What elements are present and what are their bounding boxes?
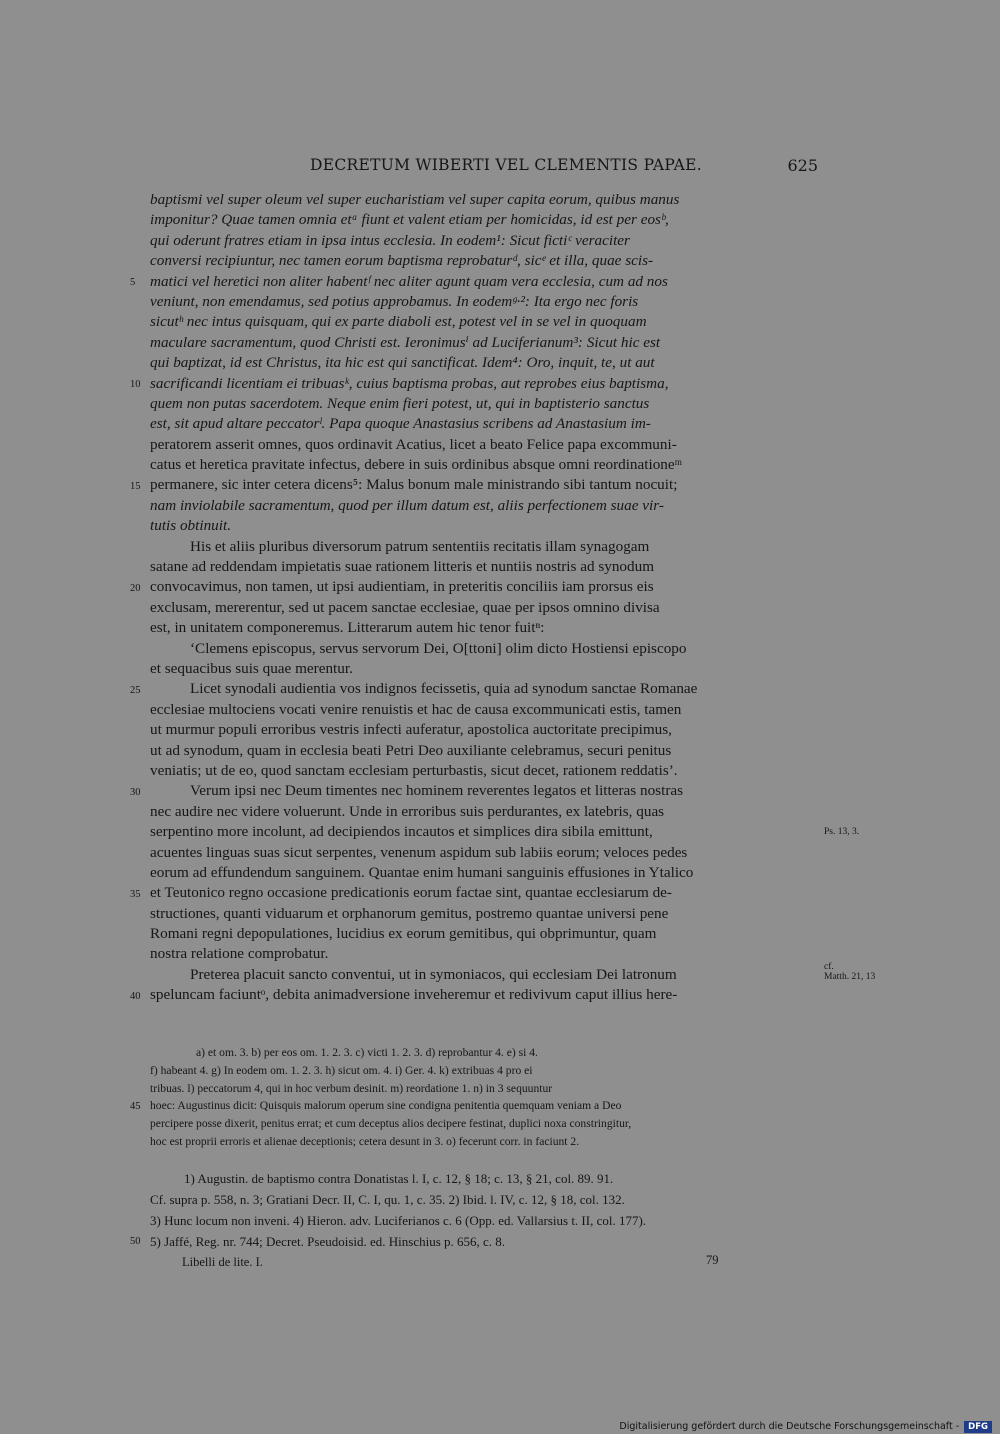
line-number: 15 [130, 480, 141, 492]
text-line: speluncam faciuntᵒ, debita animadversione inveheremur et redivivum caput illius here- [150, 986, 678, 1004]
text-line: eorum ad effundendum sanguinem. Quantae enim humani sanguinis effusiones in Ytalico [150, 863, 694, 881]
text-line: baptismi vel super oleum vel super eucharistiam vel super capita eorum, quibus manus [150, 191, 680, 208]
text-line: nostra relatione comprobatur. [150, 945, 329, 963]
text-line: et Teutonico regno occasione predicationis eorum factae sint, quantae ecclesiarum de- [150, 884, 672, 902]
apparatus-line: a) et om. 3. b) per eos om. 1. 2. 3. c) victi 1. 2. 3. d) reprobantur 4. e) si 4. [196, 1046, 538, 1059]
text-line: ut murmur populi erroribus vestris infecti auferatur, apostolica auctoritate precipimus, [150, 721, 672, 739]
line-number: 20 [130, 582, 141, 594]
text-line: et sequacibus suis quae merentur. [150, 659, 353, 677]
text-line: permanere, sic inter cetera dicens⁵: Malus bonum male ministrando sibi tantum nocuit; [150, 476, 678, 494]
margin-reference: cf. [824, 962, 834, 973]
line-number: 25 [130, 684, 141, 696]
footer-credit: Digitalisierung gefördert durch die Deutsche Forschungsgemeinschaft - [619, 1421, 960, 1432]
apparatus-line: tribuas. l) peccatorum 4, qui in hoc verbum desinit. m) reordatione 1. n) in 3 sequuntur [150, 1081, 553, 1095]
text-line: est, in unitatem componeremus. Litterarum autem hic tenor fuitⁿ: [150, 619, 545, 637]
margin-reference: Matth. 21, 13 [824, 972, 876, 983]
margin-reference: Ps. 13, 3. [824, 827, 860, 838]
text-line: maculare sacramentum, quod Christi est. Ieronimusⁱ ad Luciferianum³: Sicut hic est [150, 333, 661, 351]
source-notes [150, 1168, 818, 1252]
source-note-line: 3) Hunc locum non inveni. 4) Hieron. adv. Luciferianos c. 6 (Opp. ed. Vallarsius t. II, col. 177). [150, 1213, 647, 1228]
line-number: 10 [130, 378, 141, 390]
source-note-line: Cf. supra p. 558, n. 3; Gratiani Decr. II, C. I, qu. 1, c. 35. 2) Ibid. l. IV, c. 12, § 18, col. 132. [150, 1192, 625, 1207]
text-line: est, sit apud altare peccatorˡ. Papa quoque Anastasius scribens ad Anastasium im- [150, 415, 651, 433]
text-line: ‘Clemens episcopus, servus servorum Dei, O[ttoni] olim dicto Hostiensi episcopo [190, 639, 687, 657]
sheet-number: 79 [706, 1253, 719, 1267]
apparatus-line: hoc est proprii erroris et alienae deceptionis; cetera desunt in 3. o) fecerunt corr. in faciunt 2. [150, 1134, 580, 1148]
page-header [150, 156, 818, 180]
text-line: sicutʰ nec intus quisquam, qui ex parte diaboli est, potest vel in se vel in quoquam [150, 313, 647, 331]
text-line: ecclesiae multociens vocati venire renuistis et hac de causa excommunicati estis, tamen [150, 700, 682, 718]
text-line: catus et heretica pravitate infectus, debere in suis ordinibus absque omni reordinationeᵐ [150, 456, 683, 474]
text-line: Licet synodali audientia vos indignos fecissetis, quia ad synodum sanctae Romanae [190, 680, 698, 698]
text-line: serpentino more incolunt, ad decipiendos incautos et simplices dira sibila emittunt, [150, 823, 653, 841]
text-line: nam inviolabile sacramentum, quod per illum datum est, aliis perfectionem suae vir- [150, 496, 664, 514]
text-line: quem non putas sacerdotem. Neque enim fieri potest, ut, qui in baptisterio sanctus [150, 394, 650, 412]
critical-apparatus [150, 1044, 818, 1151]
signature-mark: Libelli de lite. I. [182, 1255, 263, 1269]
line-number: 50 [130, 1236, 141, 1247]
text-line: Verum ipsi nec Deum timentes nec hominem reverentes legatos et litteras nostras [190, 782, 684, 800]
text-line: structiones, quanti viduarum et orphanorum gemitus, postremo quantae universi pene [150, 904, 669, 922]
text-line: Preterea placuit sancto conventui, ut in symoniacos, qui ecclesiam Dei latronum [190, 965, 677, 983]
digitization-footer [619, 1420, 992, 1433]
text-line: matici vel heretici non aliter habentᶠ nec aliter agunt quam vera ecclesia, cum ad nos [150, 272, 668, 290]
running-title: DECRETUM WIBERTI VEL CLEMENTIS PAPAE. [310, 156, 703, 174]
text-line: Romani regni depopulationes, lucidius ex eorum gemitibus, qui obprimuntur, quam [150, 925, 657, 943]
text-line: peratorem asserit omnes, quos ordinavit Acatius, licet a beato Felice papa excommuni- [150, 435, 677, 453]
text-line: ut ad synodum, quam in ecclesia beati Petri Deo auxiliante celebramus, securi penitus [150, 741, 672, 759]
source-note-line: 5) Jaffé, Reg. nr. 744; Decret. Pseudoisid. ed. Hinschius p. 656, c. 8. [150, 1234, 506, 1249]
line-number: 30 [130, 786, 141, 798]
source-note-line: 1) Augustin. de baptismo contra Donatistas l. I, c. 12, § 18; c. 13, § 21, col. 89. 91. [184, 1171, 614, 1186]
apparatus-line: f) habeant 4. g) In eodem om. 1. 2. 3. h) sicut om. 4. i) Ger. 4. k) extribuas 4 pro ei [150, 1063, 533, 1077]
text-line: convocavimus, non tamen, ut ipsi audientiam, in preteritis conciliis iam prorsus eis [150, 578, 654, 596]
text-line: satane ad reddendam impietatis suae rationem litteris et nuntiis nostris ad synodum [150, 558, 655, 576]
text-line: His et aliis pluribus diversorum patrum sententiis recitatis illam synagogam [190, 537, 650, 555]
text-line: nec audire nec videre voluerunt. Unde in erroribus suis perdurantes, ex latebris, quas [150, 802, 665, 820]
apparatus-line: hoec: Augustinus dicit: Quisquis malorum operum sine condigna penitentia quemquam veniam a Deo [150, 1099, 622, 1113]
text-line: conversi recipiuntur, nec tamen eorum baptisma reprobaturᵈ, sicᵉ et illa, quae scis- [150, 252, 654, 270]
dfg-logo-icon: DFG [964, 1421, 992, 1433]
line-number: 45 [130, 1101, 141, 1113]
text-line: exclusam, mererentur, sed ut pacem sanctae ecclesiae, quae per ipsos omnino divisa [150, 598, 660, 616]
text-line: veniatis; ut de eo, quod sanctam ecclesiam perturbastis, sicut decet, rationem reddatis’. [150, 761, 678, 779]
text-line: acuentes linguas suas sicut serpentes, venenum aspidum sub labiis eorum; veloces pedes [150, 843, 688, 861]
apparatus-line: percipere posse dixerit, penitus errat; et cum deceptus alios decipere festinat, duplici noxa constringitur, [150, 1117, 632, 1131]
line-number: 5 [130, 276, 136, 288]
text-line: qui baptizat, id est Christus, ita hic est qui sanctificat. Idem⁴: Oro, inquit, te, ut aut [150, 354, 655, 372]
line-number: 40 [130, 990, 141, 1002]
text-line: qui oderunt fratres etiam in ipsa intus ecclesia. In eodem¹: Sicut fictiᶜ veraciter [150, 231, 630, 249]
text-line: tutis obtinuit. [150, 517, 232, 535]
text-line: veniunt, non emendamus, sed potius approbamus. In eodemᵍ·²: Ita ergo nec foris [150, 292, 639, 310]
line-number: 35 [130, 888, 141, 900]
page-number: 625 [787, 156, 818, 175]
text-line: imponitur? Quae tamen omnia etᵃ fiunt et valent etiam per homicidas, id est per eosᵇ, [150, 211, 669, 229]
main-text [150, 190, 818, 1006]
text-line: sacrificandi licentiam ei tribuasᵏ, cuius baptisma probas, aut reprobes eius baptisma, [150, 374, 669, 392]
